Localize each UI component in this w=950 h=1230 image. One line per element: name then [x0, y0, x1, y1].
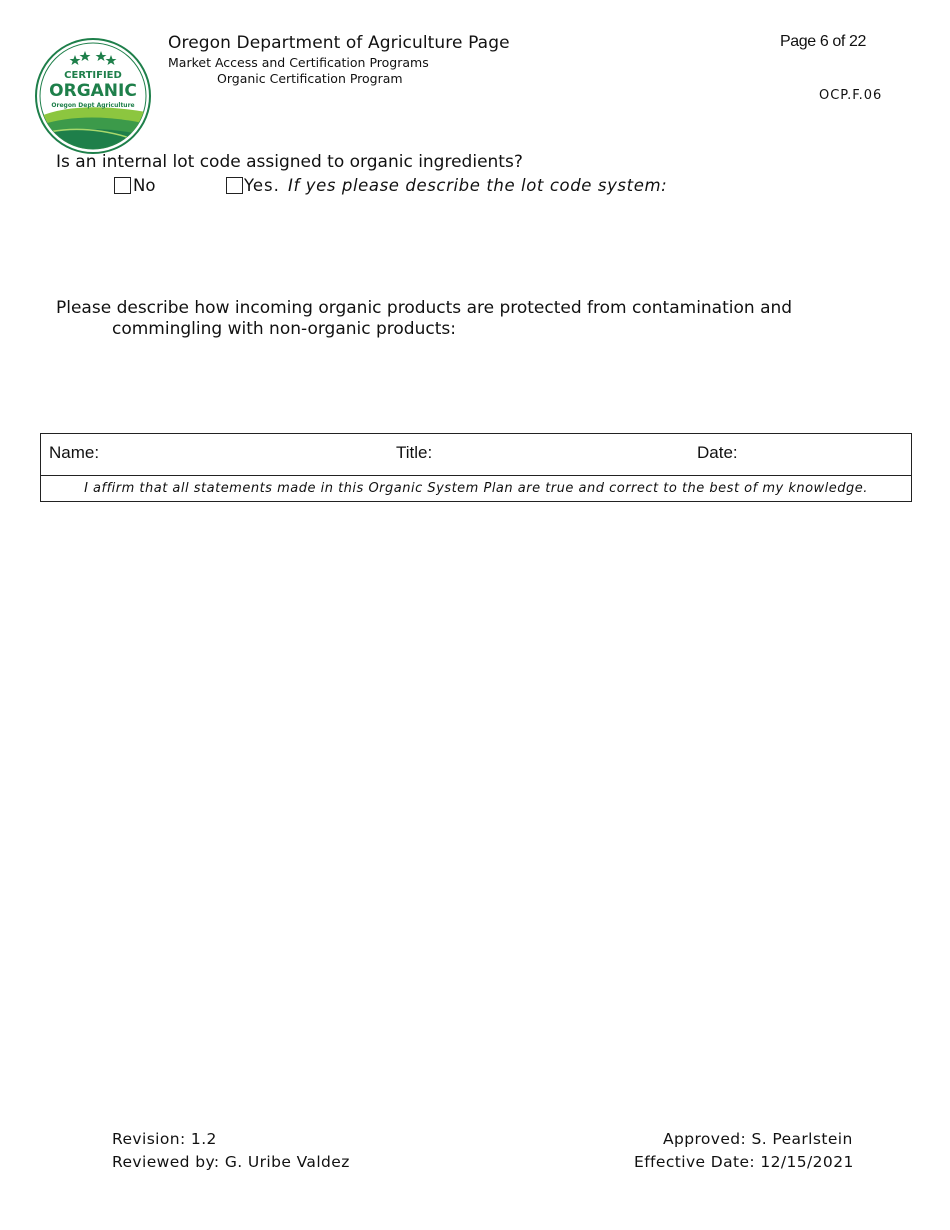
signature-fields-row: [41, 434, 911, 476]
affirmation-statement: I affirm that all statements made in this Organic System Plan are true and correct to the best of my knowledge.: [84, 481, 868, 496]
logo-text-organic: ORGANIC: [49, 81, 137, 101]
question-contamination-line1: Please describe how incoming organic products are protected from contamination and: [56, 298, 793, 318]
signature-table: [40, 433, 912, 502]
question-contamination-line2: commingling with non-organic products:: [112, 319, 456, 339]
checkbox-yes-label: Yes.: [244, 176, 280, 195]
date-field[interactable]: Date:: [697, 443, 738, 462]
footer-right: [634, 1128, 854, 1174]
revision: Revision: 1.2: [112, 1130, 217, 1148]
checkbox-no[interactable]: [114, 177, 131, 194]
logo-text-sub: Oregon Dept Agriculture: [51, 102, 135, 109]
checkbox-no-label: No: [133, 176, 156, 195]
checkbox-yes[interactable]: [226, 177, 243, 194]
header-subtitle-organic: Organic Certification Program: [217, 71, 403, 86]
approved-by: Approved: S. Pearlstein: [663, 1130, 853, 1148]
title-field[interactable]: Title:: [396, 443, 433, 462]
question-contamination: [56, 298, 792, 340]
reviewed-by: Reviewed by: G. Uribe Valdez: [112, 1153, 350, 1171]
question-lot-code: Is an internal lot code assigned to organic ingredients?: [56, 152, 523, 172]
form-id: OCP.F.06: [819, 88, 883, 103]
header-subtitle-programs: Market Access and Certification Programs: [168, 55, 429, 70]
footer-left: [112, 1128, 350, 1174]
certified-organic-logo-icon: [34, 37, 152, 155]
logo-text-certified: CERTIFIED: [64, 70, 122, 81]
header-title: Oregon Department of Agriculture Page: [168, 33, 510, 53]
lot-code-description-prompt: If yes please describe the lot code system:: [288, 176, 668, 195]
name-field[interactable]: Name:: [49, 443, 100, 462]
effective-date: Effective Date: 12/15/2021: [634, 1153, 854, 1171]
page-number: Page 6 of 22: [780, 33, 866, 50]
